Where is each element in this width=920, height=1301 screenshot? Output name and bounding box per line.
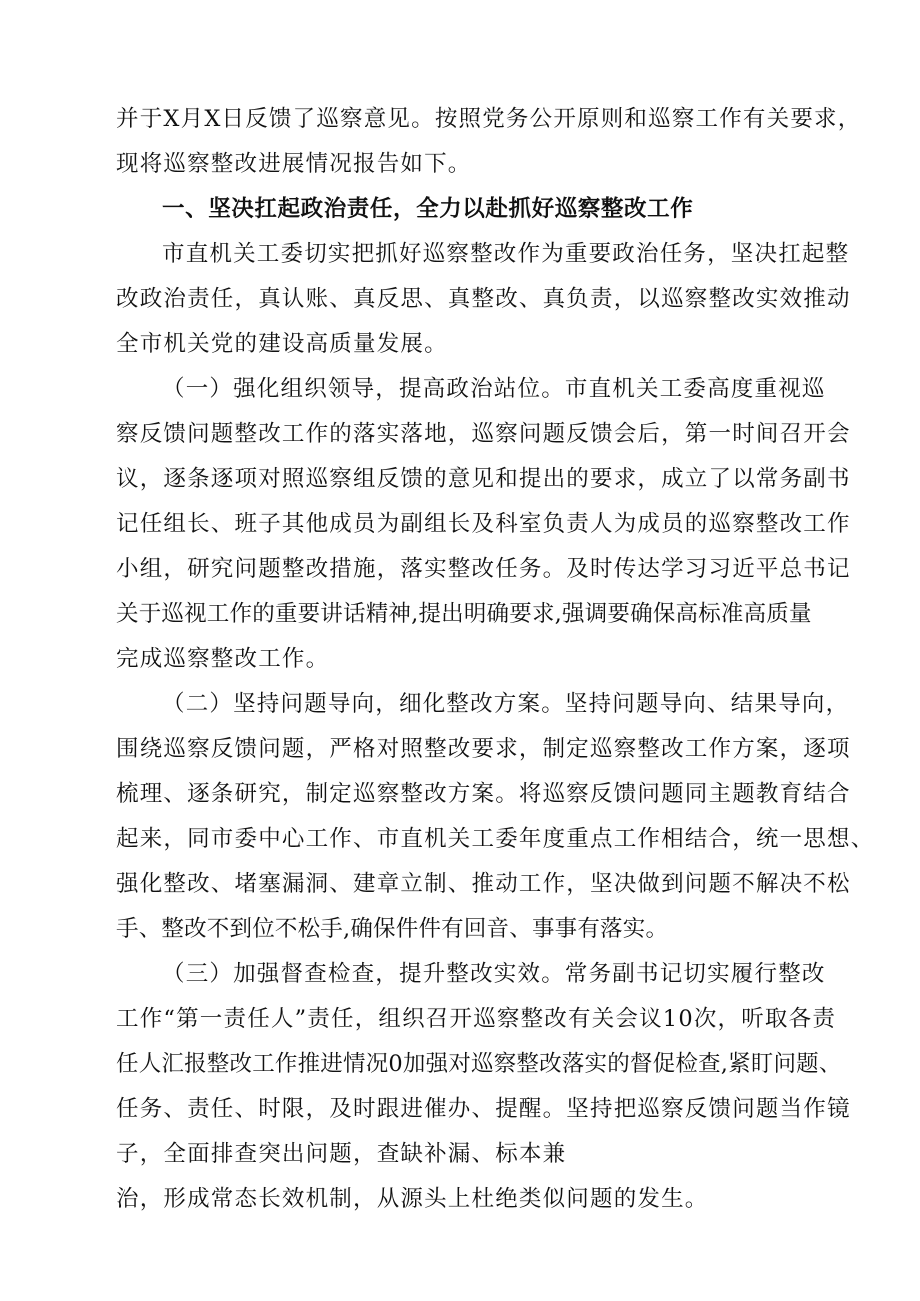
- para2-line-3: 梳理、逐条研究，制定巡察整改方案。将巡察反馈问题同主题教育结合: [116, 781, 851, 807]
- para1-line-5: 小组，研究问题整改措施，落实整改任务。及时传达学习习近平总书记: [116, 556, 851, 582]
- para1-line-4: 记任组长、班子其他成员为副组长及科室负责人为成员的巡察整改工作: [116, 511, 851, 537]
- section-body-line-1: 市直机关工委切实把抓好巡察整改作为重要政治任务，坚决扛起整: [162, 241, 850, 267]
- para2-line-6: 手、整改不到位不松手,确保件件有回音、事事有落实。: [116, 916, 669, 942]
- section-body-line-2: 改政治责任，真认账、真反思、真整改、真负责，以巡察整改实效推动: [116, 286, 851, 312]
- section-body-line-3: 全市机关党的建设高质量发展。: [116, 331, 448, 357]
- para3-line-1: （三）加强督查检查，提升整改实效。常务副书记切实履行整改: [162, 961, 826, 987]
- para3-line-2: 工作“第一责任人”责任，组织召开巡察整改有关会议10次，听取各责: [116, 1006, 837, 1032]
- para1-line-2: 察反馈问题整改工作的落实落地，巡察问题反馈会后，第一时间召开会: [116, 421, 851, 447]
- intro-line-2: 现将巡察整改进展情况报告如下。: [116, 151, 472, 177]
- para1-line-1: （一）强化组织领导，提高政治站位。市直机关工委高度重视巡: [162, 376, 826, 402]
- para2-line-1: （二）坚持问题导向，细化整改方案。坚持问题导向、结果导向，: [162, 691, 850, 717]
- para3-line-6: 治，形成常态长效机制，从源头上杜绝类似问题的发生。: [116, 1186, 709, 1212]
- para3-line-5: 子，全面排查突出问题，查缺补漏、标本兼: [116, 1141, 567, 1167]
- para2-line-2: 围绕巡察反馈问题，严格对照整改要求，制定巡察整改工作方案，逐项: [116, 736, 851, 762]
- intro-line-1: 并于X月X日反馈了巡察意见。按照党务公开原则和巡察工作有关要求，: [116, 106, 862, 132]
- para3-line-3: 任人汇报整改工作推进情况0加强对巡察整改落实的督促检查,紧盯问题、: [116, 1051, 842, 1077]
- para3-line-4: 任务、责任、时限，及时跟进催办、提醒。坚持把巡察反馈问题当作镜: [116, 1096, 851, 1122]
- para1-line-3: 议，逐条逐项对照巡察组反馈的意见和提出的要求，成立了以常务副书: [116, 466, 851, 492]
- para1-line-7: 完成巡察整改工作。: [116, 646, 330, 672]
- para2-line-4: 起来，同市委中心工作、市直机关工委年度重点工作相结合，统一思想、: [116, 826, 875, 852]
- para2-line-5: 强化整改、堵塞漏洞、建章立制、推动工作，坚决做到问题不解决不松: [116, 871, 851, 897]
- section-heading: 一、坚决扛起政治责任，全力以赴抓好巡察整改工作: [162, 196, 694, 222]
- para1-line-6: 关于巡视工作的重要讲话精神,提出明确要求,强调要确保高标准高质量: [116, 601, 812, 627]
